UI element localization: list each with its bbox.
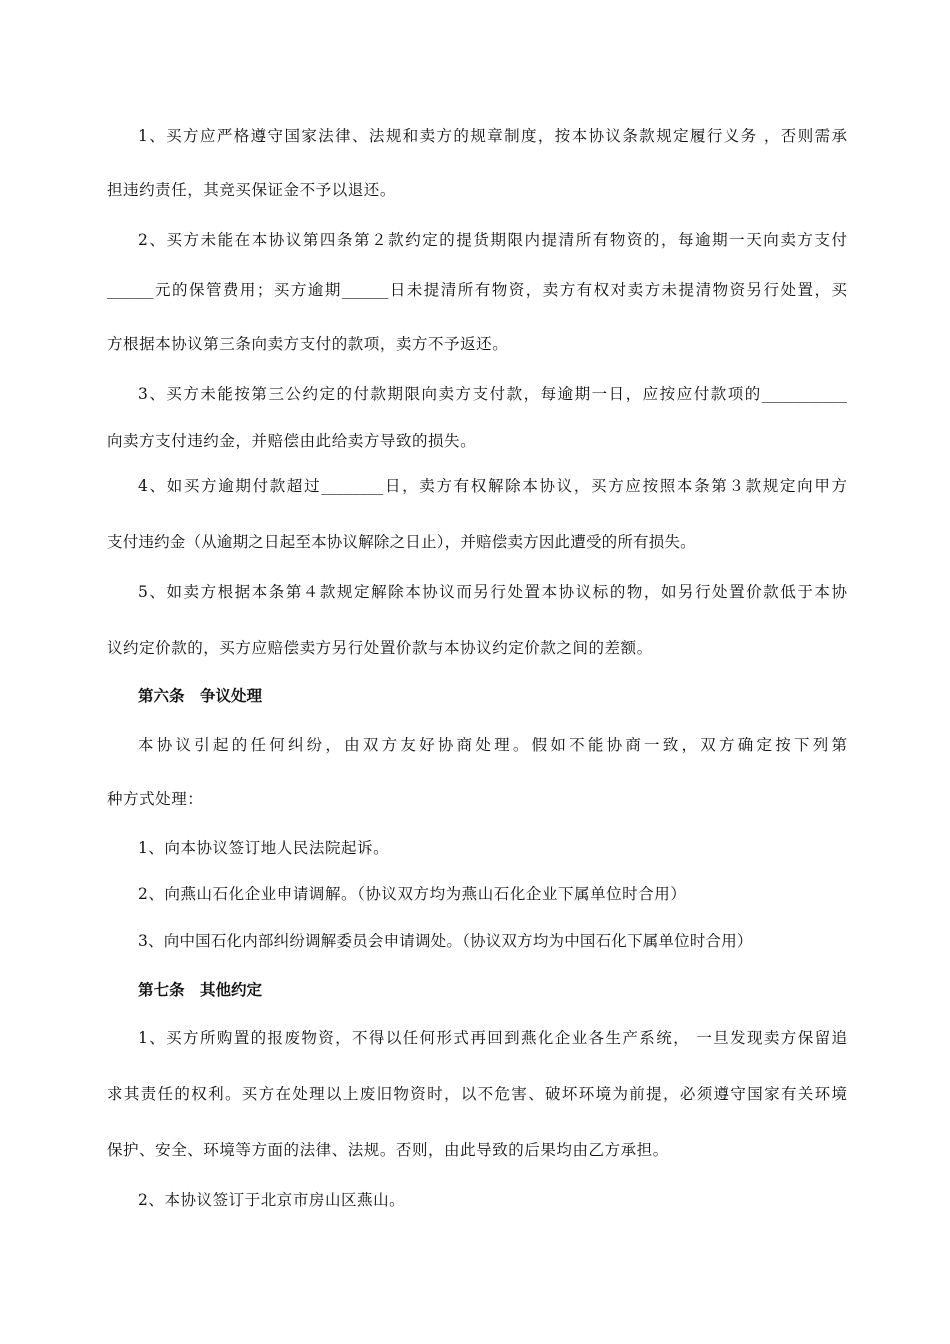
article-7-item-1-line-3: 保护、安全、环境等方面的法律、法规。否则，由此导致的后果均由乙方承担。: [107, 1141, 669, 1159]
clause-5-item-2-line-2: ______元的保管费用；买方逾期______日未提清所有物资，卖方有权对卖方未提清物资另行处置，买: [107, 281, 847, 299]
article-6-option-3: 3、向中国石化内部纠纷调解委员会申请调处。（协议双方均为中国石化下属单位时合用）: [138, 932, 753, 950]
article-6-paragraph-line-1: 本协议引起的任何纠纷，由双方友好协商处理。假如不能协商一致，双方确定按下列第: [138, 736, 847, 754]
clause-5-item-3-line-2: 向卖方支付违约金，并赔偿由此给卖方导致的损失。: [107, 432, 477, 450]
article-6-option-1: 1、向本协议签订地人民法院起诉。: [138, 839, 390, 857]
article-7-heading: 第七条 其他约定: [138, 980, 263, 999]
clause-5-item-5-line-1: 5、如卖方根据本条第４款规定解除本协议而另行处置本协议标的物，如另行处置价款低于本协: [138, 583, 847, 601]
clause-5-item-4-line-1: 4、如买方逾期付款超过________日，卖方有权解除本协议，买方应按照本条第３款规定向甲方: [138, 477, 847, 495]
clause-5-item-5-line-2: 议约定价款的，买方应赔偿卖方另行处置价款与本协议约定价款之间的差额。: [107, 639, 653, 657]
article-6-option-2: 2、向燕山石化企业申请调解。（协议双方均为燕山石化企业下属单位时合用）: [138, 885, 687, 903]
clause-5-item-3-line-1: 3、买方未能按第三公约定的付款期限向卖方支付款，每逾期一日，应按应付款项的___________: [138, 385, 847, 403]
clause-5-item-1-line-1: 1、买方应严格遵守国家法律、法规和卖方的规章制度，按本协议条款规定履行义务 ，否则需承: [138, 127, 847, 145]
article-6-paragraph-line-2: 种方式处理：: [107, 790, 204, 808]
article-7-item-1-line-1: 1、买方所购置的报废物资，不得以任何形式再回到燕化企业各生产系统， 一旦发现卖方保留追: [138, 1029, 847, 1047]
article-7-item-2: 2、本协议签订于北京市房山区燕山。: [138, 1191, 406, 1209]
article-7-item-1-line-2: 求其责任的权利。买方在处理以上废旧物资时，以不危害、破坏环境为前提，必须遵守国家有关环境: [107, 1085, 847, 1103]
clause-5-item-1-line-2: 担违约责任，其竞买保证金不予以退还。: [107, 181, 396, 199]
article-6-heading: 第六条 争议处理: [138, 686, 263, 705]
clause-5-item-2-line-1: 2、买方未能在本协议第四条第２款约定的提货期限内提清所有物资的，每逾期一天向卖方支付: [138, 231, 847, 249]
clause-5-item-4-line-2: 支付违约金（从逾期之日起至本协议解除之日止），并赔偿卖方因此遭受的所有损失。: [107, 533, 696, 551]
clause-5-item-2-line-3: 方根据本协议第三条向卖方支付的款项，卖方不予返还。: [107, 335, 509, 353]
